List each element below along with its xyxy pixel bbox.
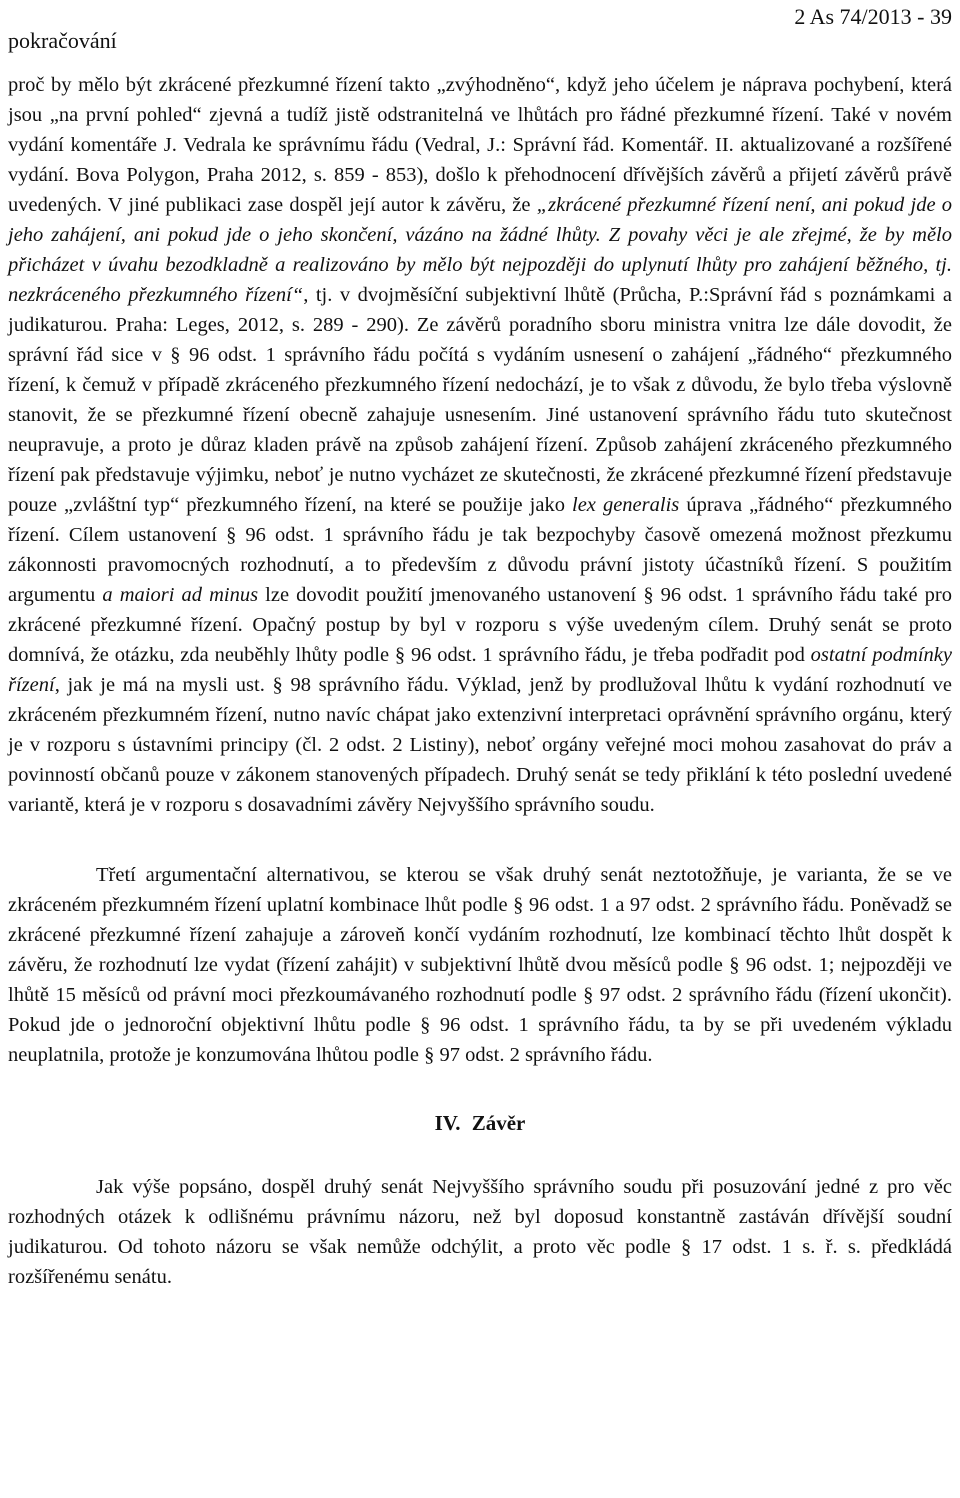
text-segment: proč by mělo být zkrácené přezkumné řízení takto „zvýhodněno“, když jeho účelem je náprava pochybení, která jsou „na první pohled“ zjevná a tudíž jistě odstranitelná ve lhůtách pro řádné přezkumné řízení. Také v novém vydání komentáře J. Vedrala ke správnímu řádu (Vedral, J.: Správní řád. Komentář. II. aktualizované a rozšířené vydání. Bova Polygon, Praha 2012, s. 859 - 853), došlo k přehodnocení dřívějších závěrů a přijetí závěrů právě uvedených. V jiné publikaci zase dospěl její autor k závěru, že [8, 74, 952, 216]
italic-term: lex generalis [572, 494, 680, 516]
text-segment: úprava „řádného“ přezkumného řízení. Cílem ustanovení § 96 odst. 1 správního řádu je tak bezpochyby časově omezená možnost přezkumu zákonnosti pravomocných rozhodnutí, a to především z důvodu právní jistoty účastníků řízení. S použitím argumentu [8, 494, 952, 606]
paragraph-continued [8, 70, 952, 820]
text-segment: Třetí argumentační alternativou, se kterou se však druhý senát neztotožňuje, je varianta, že se ve zkráceném přezkumném řízení uplatní kombinace lhůt podle § 96 odst. 1 a 97 odst. 2 správního řádu. Poněvadž se zkrácené přezkumné řízení zahajuje a zároveň končí vydáním rozhodnutí, lze kombinací těchto lhůt dospět k závěru, že rozhodnutí lze vydat (řízení zahájit) v subjektivní lhůtě dvou měsíců podle § 96 odst. 1; nejpozději ve lhůtě 15 měsíců od právní moci přezkoumávaného rozhodnutí podle § 97 odst. 2 správního řádu (řízení ukončit). Pokud jde o jednoroční objektivní lhůtu podle § 96 odst. 1 správního řádu, ta by se při uvedeném výkladu neuplatnila, protože je konzumována lhůtou podle § 97 odst. 2 správního řádu. [8, 864, 952, 1066]
section-title: Závěr [471, 1111, 526, 1135]
document-body [8, 70, 952, 1292]
text-segment: lze dovodit použití jmenovaného ustanovení § 96 odst. 1 správního řádu také pro zkrácené přezkumné řízení. Opačný postup by byl v rozporu s výše uvedeným cílem. Druhý senát se proto domnívá, že otázku, zda neuběhly lhůty podle § 96 odst. 1 správního řádu, je třeba podřadit pod [8, 584, 952, 666]
section-heading [8, 1108, 952, 1138]
text-segment: , jak je má na mysli ust. § 98 správního řádu. Výklad, jenž by prodlužoval lhůtu k vydání rozhodnutí ve zkráceném přezkumném řízení, nutno navíc chápat jako extenzivní interpretaci oprávnění správního orgánu, který je v rozporu s ústavními principy (čl. 2 odst. 2 Listiny), neboť orgány veřejné moci mohou zasahovat do práv a povinností občanů pouze v zákonem stanovených případech. Druhý senát se tedy přiklání k této poslední uvedené variantě, která je v rozporu s dosavadními závěry Nejvyššího správního soudu. [8, 674, 952, 816]
italic-term: ostatní podmínky řízení [8, 644, 952, 696]
text-segment: , tj. v dvojměsíční subjektivní lhůtě (Průcha, P.:Správní řád s poznámkami a judikaturou. Praha: Leges, 2012, s. 289 - 290). Ze závěrů poradního sboru ministra vnitra lze dále dovodit, že správní řád sice v § 96 odst. 1 správního řádu počítá s vydáním usnesení o zahájení „řádného“ přezkumného řízení, k čemuž v případě zkráceného přezkumného řízení nedochází, je to však z důvodu, že bylo třeba výslovně stanovit, že se přezkumné řízení obecně zahajuje usnesením. Jiné ustanovení správního řádu tuto skutečnost neupravuje, a proto je důraz kladen právě na způsob zahájení řízení. Způsob zahájení zkráceného přezkumného řízení pak představuje výjimku, neboť je nutno vycházet ze skutečnosti, že zkrácené přezkumné řízení představuje pouze „zvláštní typ“ přezkumného řízení, na které se použije jako [8, 284, 953, 516]
paragraph-third-alternative [8, 860, 952, 1070]
italic-term: a maiori ad minus [102, 584, 259, 606]
italic-quote: „zkrácené přezkumné řízení není, ani pokud jde o jeho zahájení, ani pokud jde o jeho skončení, vázáno na žádné lhůty. Z povahy věci je ale zřejmé, že by mělo přicházet v úvahu bezodkladně a realizováno by mělo být nejpozději do uplynutí lhůty pro zahájení běžného, tj. nezkráceného přezkumného řízení“ [8, 194, 953, 306]
case-number: 2 As 74/2013 - 39 [794, 4, 952, 29]
section-number: IV. [434, 1111, 461, 1135]
paragraph-conclusion: Jak výše popsáno, dospěl druhý senát Nejvyššího správního soudu při posuzování jedné z pro věc rozhodných otázek k odlišnému právnímu názoru, než byl doposud konstantně zastáván dřívější soudní judikaturou. Od tohoto názoru se však nemůže odchýlit, a proto věc podle § 17 odst. 1 s. ř. s. předkládá rozšířenému senátu. [8, 1176, 952, 1288]
continuation-label: pokračování [8, 28, 117, 53]
page-header [8, 0, 952, 60]
